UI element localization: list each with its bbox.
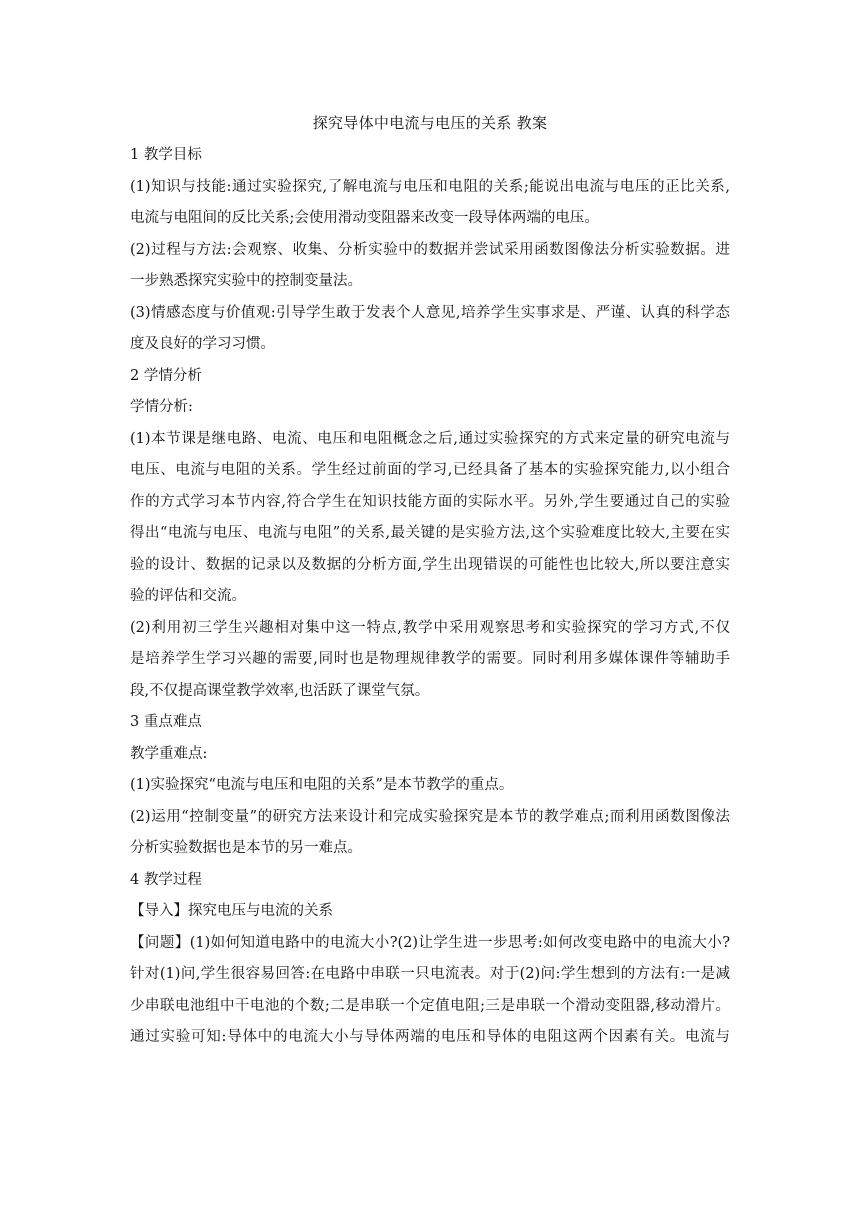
text-line: 一步熟悉探究实验中的控制变量法。	[130, 273, 362, 289]
text-line: 度及良好的学习习惯。	[130, 336, 275, 352]
text-line: 通过实验可知:导体中的电流大小与导体两端的电压和导体的电阻这两个因素有关。电流与	[130, 1029, 730, 1045]
text-line: (2)利用初三学生兴趣相对集中这一特点,教学中采用观察思考和实验探究的学习方式,不仅	[130, 619, 730, 636]
text-line: (1)实验探究“电流与电压和电阻的关系”是本节教学的重点。	[130, 777, 514, 793]
text-line: (1)本节课是继电路、电流、电压和电阻概念之后,通过实验探究的方式来定量的研究电流与	[130, 430, 730, 447]
document-body	[130, 106, 730, 1054]
text-line: 3 重点难点	[130, 714, 202, 730]
text-line: 【导入】探究电压与电流的关系	[130, 903, 333, 919]
text-line: 4 教学过程	[130, 871, 202, 888]
text-line: 1 教学目标	[130, 147, 202, 163]
text-line: (3)情感态度与价值观:引导学生敢于发表个人意见,培养学生实事求是、严谨、认真的科学态	[130, 304, 730, 321]
text-line: 分析实验数据也是本节的另一难点。	[130, 840, 362, 856]
text-line: 教学重难点:	[130, 745, 208, 762]
text-line: 2 学情分析	[130, 367, 202, 384]
text-line: (2)运用“控制变量”的研究方法来设计和完成实验探究是本节的教学难点;而利用函数图像法	[130, 808, 730, 825]
text-line: 段,不仅提高课堂教学效率,也活跃了课堂气氛。	[130, 682, 430, 699]
text-line: (2)过程与方法:会观察、收集、分析实验中的数据并尝试采用函数图像法分析实验数据。进	[130, 241, 730, 258]
document-title: 探究导体中电流与电压的关系 教案	[312, 114, 548, 132]
text-line: 作的方式学习本节内容,符合学生在知识技能方面的实际水平。另外,学生要通过自己的实验	[130, 493, 730, 510]
text-line: 学情分析:	[130, 399, 193, 415]
text-line: 少串联电池组中干电池的个数;二是串联一个定值电阻;三是串联一个滑动变阻器,移动滑片。	[130, 997, 730, 1014]
text-line: 电压、电流与电阻的关系。学生经过前面的学习,已经具备了基本的实验探究能力,以小组合	[130, 462, 730, 478]
text-line: 电流与电阻间的反比关系;会使用滑动变阻器来改变一段导体两端的电压。	[130, 210, 599, 226]
text-line: 验的设计、数据的记录以及数据的分析方面,学生出现错误的可能性也比较大,所以要注意实	[130, 556, 730, 573]
text-line: 是培养学生学习兴趣的需要,同时也是物理规律教学的需要。同时利用多媒体课件等辅助手	[130, 651, 730, 667]
document-text	[130, 140, 730, 1054]
text-line: (1)知识与技能:通过实验探究,了解电流与电压和电阻的关系;能说出电流与电压的正比关系,	[130, 178, 730, 195]
text-line: 得出“电流与电压、电流与电阻”的关系,最关键的是实验方法,这个实验难度比较大,主要在实	[130, 525, 730, 541]
text-line: 针对(1)问,学生很容易回答:在电路中串联一只电流表。对于(2)问:学生想到的方法有:一是减	[130, 966, 730, 982]
text-line: 验的评估和交流。	[130, 588, 246, 604]
text-line: 【问题】(1)如何知道电路中的电流大小?(2)让学生进一步思考:如何改变电路中的电流大小?	[130, 934, 730, 951]
